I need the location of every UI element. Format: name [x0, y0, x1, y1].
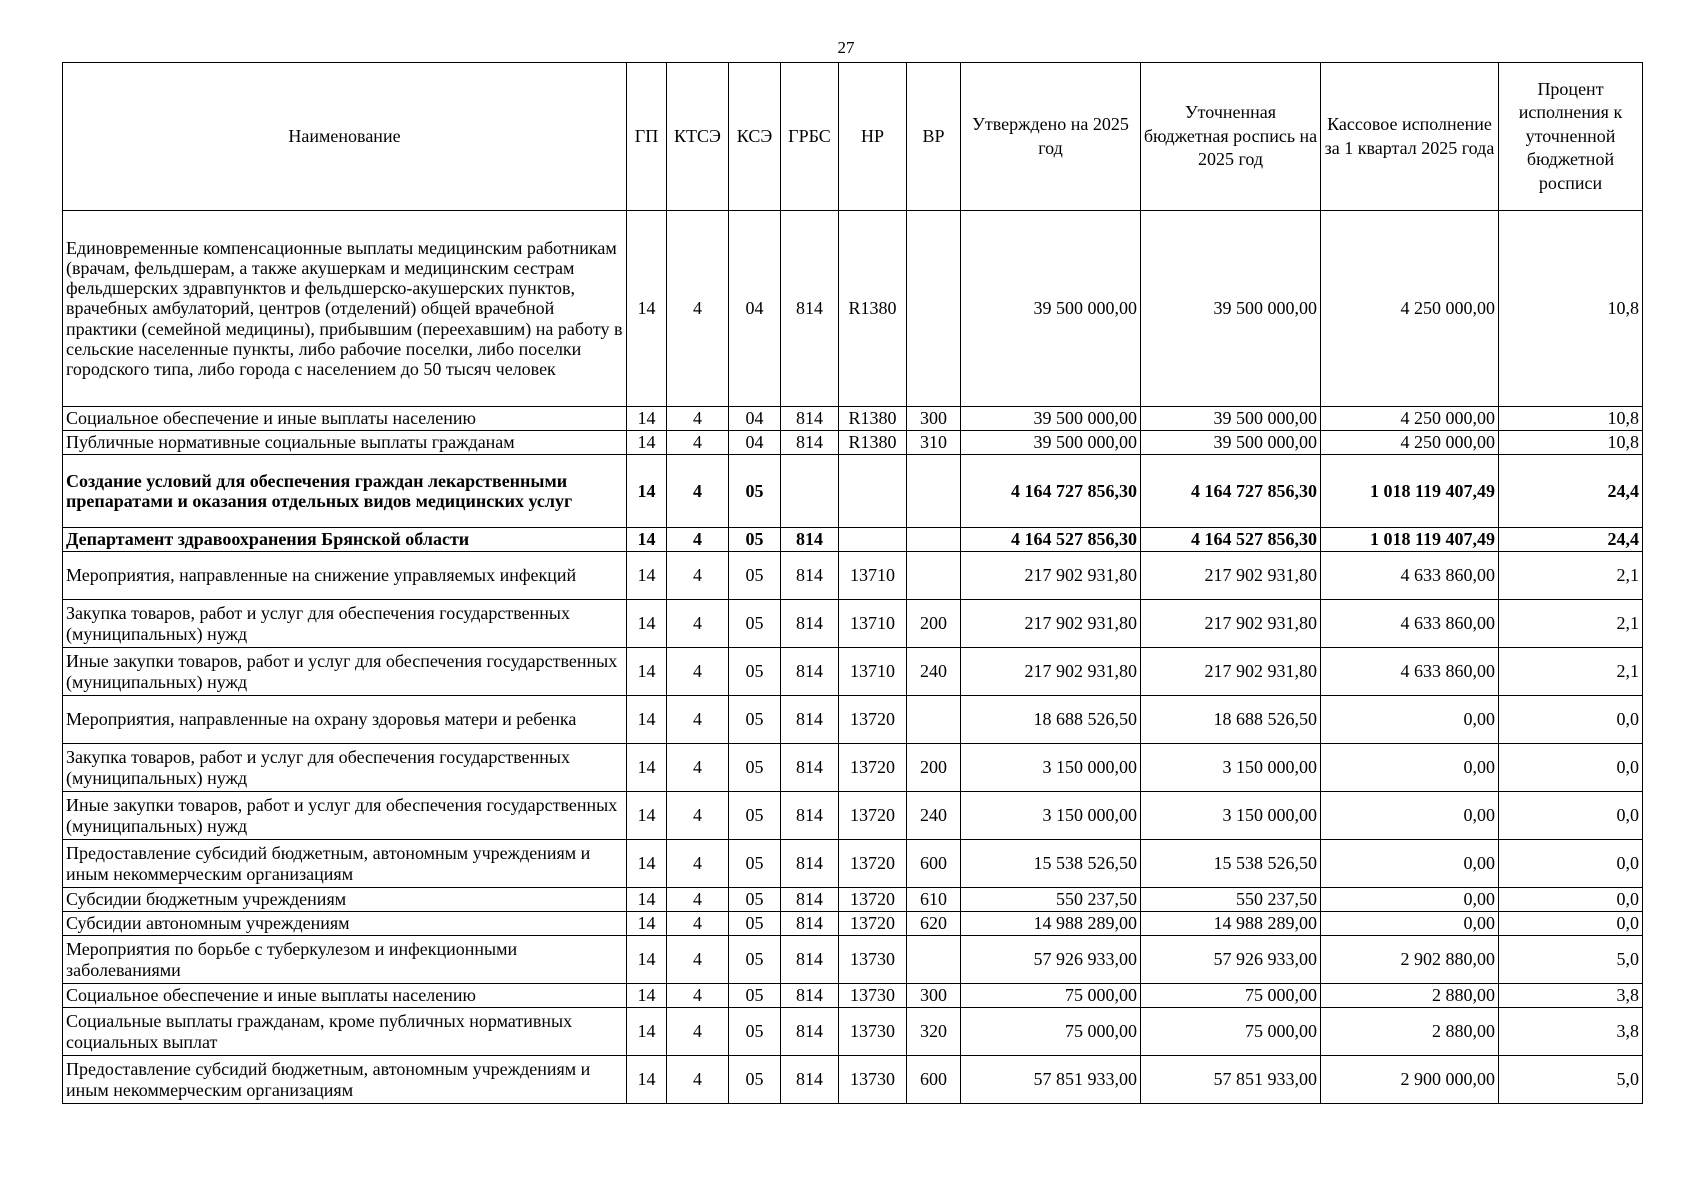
cell-grbs — [781, 455, 839, 528]
cell-ktse: 4 — [667, 888, 729, 912]
cell-vr: 240 — [907, 648, 961, 696]
cell-cash: 0,00 — [1321, 888, 1499, 912]
cell-percent: 24,4 — [1499, 455, 1643, 528]
cell-kse: 05 — [729, 984, 781, 1008]
cell-vr: 300 — [907, 407, 961, 431]
cell-kse: 05 — [729, 600, 781, 648]
cell-name: Социальные выплаты гражданам, кроме публичных нормативных социальных выплат — [63, 1008, 627, 1056]
cell-kse: 04 — [729, 407, 781, 431]
cell-percent: 0,0 — [1499, 888, 1643, 912]
cell-name: Мероприятия, направленные на охрану здоровья матери и ребенка — [63, 696, 627, 744]
cell-np: R1380 — [839, 211, 907, 407]
cell-refined: 4 164 727 856,30 — [1141, 455, 1321, 528]
cell-approved: 57 926 933,00 — [961, 936, 1141, 984]
table-row — [63, 552, 1643, 600]
cell-grbs: 814 — [781, 552, 839, 600]
cell-gp: 14 — [627, 744, 667, 792]
cell-grbs: 814 — [781, 696, 839, 744]
cell-cash: 4 250 000,00 — [1321, 407, 1499, 431]
header-approved: Утверждено на 2025 год — [961, 63, 1141, 211]
cell-cash: 2 880,00 — [1321, 1008, 1499, 1056]
cell-refined: 39 500 000,00 — [1141, 407, 1321, 431]
cell-gp: 14 — [627, 696, 667, 744]
table-row — [63, 211, 1643, 407]
cell-percent: 0,0 — [1499, 744, 1643, 792]
cell-kse: 04 — [729, 431, 781, 455]
cell-np: R1380 — [839, 431, 907, 455]
cell-percent: 5,0 — [1499, 936, 1643, 984]
cell-vr: 600 — [907, 1056, 961, 1104]
cell-cash: 2 900 000,00 — [1321, 1056, 1499, 1104]
cell-approved: 4 164 727 856,30 — [961, 455, 1141, 528]
cell-refined: 75 000,00 — [1141, 1008, 1321, 1056]
cell-name: Иные закупки товаров, работ и услуг для обеспечения государственных (муниципальных) нужд — [63, 648, 627, 696]
cell-np: 13720 — [839, 840, 907, 888]
cell-ktse: 4 — [667, 840, 729, 888]
table-header-row — [63, 63, 1643, 211]
cell-cash: 4 250 000,00 — [1321, 211, 1499, 407]
cell-grbs: 814 — [781, 648, 839, 696]
cell-ktse: 4 — [667, 648, 729, 696]
cell-percent: 3,8 — [1499, 1008, 1643, 1056]
cell-ktse: 4 — [667, 984, 729, 1008]
cell-name: Мероприятия, направленные на снижение управляемых инфекций — [63, 552, 627, 600]
cell-name: Мероприятия по борьбе с туберкулезом и инфекционными заболеваниями — [63, 936, 627, 984]
cell-percent: 10,8 — [1499, 431, 1643, 455]
cell-name: Социальное обеспечение и иные выплаты населению — [63, 407, 627, 431]
cell-gp: 14 — [627, 407, 667, 431]
cell-cash: 0,00 — [1321, 696, 1499, 744]
cell-np: 13720 — [839, 744, 907, 792]
table-row — [63, 1056, 1643, 1104]
table-row — [63, 431, 1643, 455]
table-row — [63, 407, 1643, 431]
cell-np: 13730 — [839, 1056, 907, 1104]
header-vr: ВР — [907, 63, 961, 211]
cell-percent: 5,0 — [1499, 1056, 1643, 1104]
cell-vr: 320 — [907, 1008, 961, 1056]
cell-vr — [907, 455, 961, 528]
cell-np — [839, 528, 907, 552]
cell-np: 13720 — [839, 912, 907, 936]
cell-np: 13720 — [839, 696, 907, 744]
cell-kse: 04 — [729, 211, 781, 407]
cell-vr — [907, 936, 961, 984]
header-cash: Кассовое исполнение за 1 квартал 2025 года — [1321, 63, 1499, 211]
cell-cash: 4 633 860,00 — [1321, 552, 1499, 600]
cell-kse: 05 — [729, 552, 781, 600]
cell-ktse: 4 — [667, 792, 729, 840]
cell-refined: 57 926 933,00 — [1141, 936, 1321, 984]
cell-gp: 14 — [627, 431, 667, 455]
cell-kse: 05 — [729, 1056, 781, 1104]
cell-vr: 620 — [907, 912, 961, 936]
cell-np: 13720 — [839, 888, 907, 912]
cell-percent: 0,0 — [1499, 696, 1643, 744]
cell-kse: 05 — [729, 648, 781, 696]
cell-name: Предоставление субсидий бюджетным, автономным учреждениям и иным некоммерческим организациям — [63, 1056, 627, 1104]
cell-vr: 610 — [907, 888, 961, 912]
cell-approved: 14 988 289,00 — [961, 912, 1141, 936]
cell-gp: 14 — [627, 936, 667, 984]
cell-percent: 0,0 — [1499, 912, 1643, 936]
cell-grbs: 814 — [781, 407, 839, 431]
cell-gp: 14 — [627, 211, 667, 407]
cell-refined: 57 851 933,00 — [1141, 1056, 1321, 1104]
cell-name: Публичные нормативные социальные выплаты гражданам — [63, 431, 627, 455]
cell-gp: 14 — [627, 840, 667, 888]
cell-kse: 05 — [729, 792, 781, 840]
cell-ktse: 4 — [667, 1008, 729, 1056]
cell-cash: 2 880,00 — [1321, 984, 1499, 1008]
cell-vr — [907, 528, 961, 552]
cell-vr: 200 — [907, 600, 961, 648]
table-row — [63, 744, 1643, 792]
cell-percent: 24,4 — [1499, 528, 1643, 552]
cell-percent: 2,1 — [1499, 648, 1643, 696]
cell-approved: 217 902 931,80 — [961, 600, 1141, 648]
cell-refined: 39 500 000,00 — [1141, 431, 1321, 455]
header-refined: Уточненная бюджетная роспись на 2025 год — [1141, 63, 1321, 211]
cell-name: Социальное обеспечение и иные выплаты населению — [63, 984, 627, 1008]
cell-percent: 0,0 — [1499, 840, 1643, 888]
header-name: Наименование — [63, 63, 627, 211]
cell-name: Единовременные компенсационные выплаты медицинским работникам (врачам, фельдшерам, а также акушеркам и медицинским сестрам фельдшерских здравпунктов и фельдшерско-акушерских пунктов, врачебных амбулаторий, центров (отделений) общей врачебной практики (семейной медицины), прибывшим (переехавшим) на работу в сельские населенные пункты, либо рабочие поселки, либо поселки городского типа, либо города с населением до 50 тысяч человек — [63, 211, 627, 407]
cell-np: 13710 — [839, 648, 907, 696]
cell-gp: 14 — [627, 648, 667, 696]
cell-approved: 3 150 000,00 — [961, 744, 1141, 792]
cell-name: Закупка товаров, работ и услуг для обеспечения государственных (муниципальных) нужд — [63, 744, 627, 792]
cell-approved: 550 237,50 — [961, 888, 1141, 912]
table-row — [63, 455, 1643, 528]
cell-ktse: 4 — [667, 431, 729, 455]
cell-percent: 0,0 — [1499, 792, 1643, 840]
cell-kse: 05 — [729, 888, 781, 912]
table-row — [63, 648, 1643, 696]
cell-ktse: 4 — [667, 912, 729, 936]
table-row — [63, 840, 1643, 888]
cell-name: Иные закупки товаров, работ и услуг для обеспечения государственных (муниципальных) нужд — [63, 792, 627, 840]
cell-kse: 05 — [729, 936, 781, 984]
cell-grbs: 814 — [781, 211, 839, 407]
cell-kse: 05 — [729, 840, 781, 888]
cell-approved: 217 902 931,80 — [961, 552, 1141, 600]
cell-grbs: 814 — [781, 792, 839, 840]
cell-approved: 18 688 526,50 — [961, 696, 1141, 744]
cell-grbs: 814 — [781, 1056, 839, 1104]
cell-ktse: 4 — [667, 211, 729, 407]
cell-vr — [907, 211, 961, 407]
cell-percent: 2,1 — [1499, 552, 1643, 600]
cell-np — [839, 455, 907, 528]
cell-cash: 4 250 000,00 — [1321, 431, 1499, 455]
cell-gp: 14 — [627, 455, 667, 528]
header-ktse: КТСЭ — [667, 63, 729, 211]
cell-ktse: 4 — [667, 407, 729, 431]
cell-ktse: 4 — [667, 696, 729, 744]
cell-cash: 2 902 880,00 — [1321, 936, 1499, 984]
cell-cash: 0,00 — [1321, 744, 1499, 792]
table-row — [63, 912, 1643, 936]
cell-gp: 14 — [627, 792, 667, 840]
cell-kse: 05 — [729, 696, 781, 744]
cell-np: 13710 — [839, 600, 907, 648]
cell-cash: 4 633 860,00 — [1321, 648, 1499, 696]
cell-ktse: 4 — [667, 1056, 729, 1104]
cell-refined: 3 150 000,00 — [1141, 792, 1321, 840]
cell-vr: 310 — [907, 431, 961, 455]
cell-grbs: 814 — [781, 1008, 839, 1056]
cell-gp: 14 — [627, 1008, 667, 1056]
cell-gp: 14 — [627, 552, 667, 600]
cell-grbs: 814 — [781, 936, 839, 984]
cell-approved: 15 538 526,50 — [961, 840, 1141, 888]
header-kse: КСЭ — [729, 63, 781, 211]
header-percent: Процент исполнения к уточненной бюджетной росписи — [1499, 63, 1643, 211]
cell-grbs: 814 — [781, 431, 839, 455]
cell-kse: 05 — [729, 1008, 781, 1056]
cell-approved: 3 150 000,00 — [961, 792, 1141, 840]
cell-grbs: 814 — [781, 840, 839, 888]
cell-name: Предоставление субсидий бюджетным, автономным учреждениям и иным некоммерческим организациям — [63, 840, 627, 888]
cell-np: R1380 — [839, 407, 907, 431]
cell-approved: 4 164 527 856,30 — [961, 528, 1141, 552]
cell-refined: 217 902 931,80 — [1141, 552, 1321, 600]
cell-name: Субсидии бюджетным учреждениям — [63, 888, 627, 912]
cell-name: Департамент здравоохранения Брянской области — [63, 528, 627, 552]
cell-vr — [907, 552, 961, 600]
header-grbs: ГРБС — [781, 63, 839, 211]
page-number: 27 — [837, 38, 855, 57]
table-row — [63, 696, 1643, 744]
cell-refined: 39 500 000,00 — [1141, 211, 1321, 407]
cell-approved: 75 000,00 — [961, 984, 1141, 1008]
cell-approved: 217 902 931,80 — [961, 648, 1141, 696]
cell-ktse: 4 — [667, 744, 729, 792]
cell-cash: 4 633 860,00 — [1321, 600, 1499, 648]
cell-vr: 300 — [907, 984, 961, 1008]
cell-kse: 05 — [729, 744, 781, 792]
table-row — [63, 1008, 1643, 1056]
cell-approved: 39 500 000,00 — [961, 211, 1141, 407]
cell-cash: 0,00 — [1321, 792, 1499, 840]
cell-gp: 14 — [627, 888, 667, 912]
cell-cash: 0,00 — [1321, 912, 1499, 936]
table-row — [63, 888, 1643, 912]
cell-np: 13730 — [839, 1008, 907, 1056]
cell-grbs: 814 — [781, 744, 839, 792]
cell-refined: 14 988 289,00 — [1141, 912, 1321, 936]
cell-refined: 550 237,50 — [1141, 888, 1321, 912]
budget-execution-table — [62, 62, 1643, 1104]
cell-cash: 1 018 119 407,49 — [1321, 455, 1499, 528]
cell-grbs: 814 — [781, 912, 839, 936]
cell-approved: 57 851 933,00 — [961, 1056, 1141, 1104]
table-body — [63, 211, 1643, 1104]
cell-ktse: 4 — [667, 600, 729, 648]
cell-vr: 200 — [907, 744, 961, 792]
cell-approved: 39 500 000,00 — [961, 431, 1141, 455]
cell-refined: 217 902 931,80 — [1141, 600, 1321, 648]
table-row — [63, 936, 1643, 984]
cell-percent: 2,1 — [1499, 600, 1643, 648]
cell-name: Субсидии автономным учреждениям — [63, 912, 627, 936]
cell-name: Закупка товаров, работ и услуг для обеспечения государственных (муниципальных) нужд — [63, 600, 627, 648]
cell-gp: 14 — [627, 528, 667, 552]
cell-gp: 14 — [627, 984, 667, 1008]
cell-grbs: 814 — [781, 888, 839, 912]
cell-gp: 14 — [627, 1056, 667, 1104]
cell-percent: 10,8 — [1499, 407, 1643, 431]
cell-gp: 14 — [627, 600, 667, 648]
cell-np: 13720 — [839, 792, 907, 840]
table-row — [63, 792, 1643, 840]
cell-vr: 600 — [907, 840, 961, 888]
cell-refined: 3 150 000,00 — [1141, 744, 1321, 792]
cell-vr — [907, 696, 961, 744]
cell-approved: 39 500 000,00 — [961, 407, 1141, 431]
cell-grbs: 814 — [781, 600, 839, 648]
cell-refined: 75 000,00 — [1141, 984, 1321, 1008]
table-row — [63, 528, 1643, 552]
cell-refined: 4 164 527 856,30 — [1141, 528, 1321, 552]
cell-grbs: 814 — [781, 528, 839, 552]
cell-ktse: 4 — [667, 936, 729, 984]
cell-approved: 75 000,00 — [961, 1008, 1141, 1056]
cell-ktse: 4 — [667, 528, 729, 552]
cell-cash: 0,00 — [1321, 840, 1499, 888]
cell-np: 13730 — [839, 936, 907, 984]
cell-name: Создание условий для обеспечения граждан лекарственными препаратами и оказания отдельных видов медицинских услуг — [63, 455, 627, 528]
cell-percent: 3,8 — [1499, 984, 1643, 1008]
cell-ktse: 4 — [667, 552, 729, 600]
cell-np: 13730 — [839, 984, 907, 1008]
header-np: НР — [839, 63, 907, 211]
cell-percent: 10,8 — [1499, 211, 1643, 407]
table-row — [63, 984, 1643, 1008]
cell-kse: 05 — [729, 455, 781, 528]
cell-refined: 15 538 526,50 — [1141, 840, 1321, 888]
cell-grbs: 814 — [781, 984, 839, 1008]
cell-np: 13710 — [839, 552, 907, 600]
cell-refined: 18 688 526,50 — [1141, 696, 1321, 744]
cell-refined: 217 902 931,80 — [1141, 648, 1321, 696]
table-row — [63, 600, 1643, 648]
cell-kse: 05 — [729, 528, 781, 552]
cell-vr: 240 — [907, 792, 961, 840]
cell-kse: 05 — [729, 912, 781, 936]
cell-cash: 1 018 119 407,49 — [1321, 528, 1499, 552]
cell-ktse: 4 — [667, 455, 729, 528]
header-gp: ГП — [627, 63, 667, 211]
cell-gp: 14 — [627, 912, 667, 936]
